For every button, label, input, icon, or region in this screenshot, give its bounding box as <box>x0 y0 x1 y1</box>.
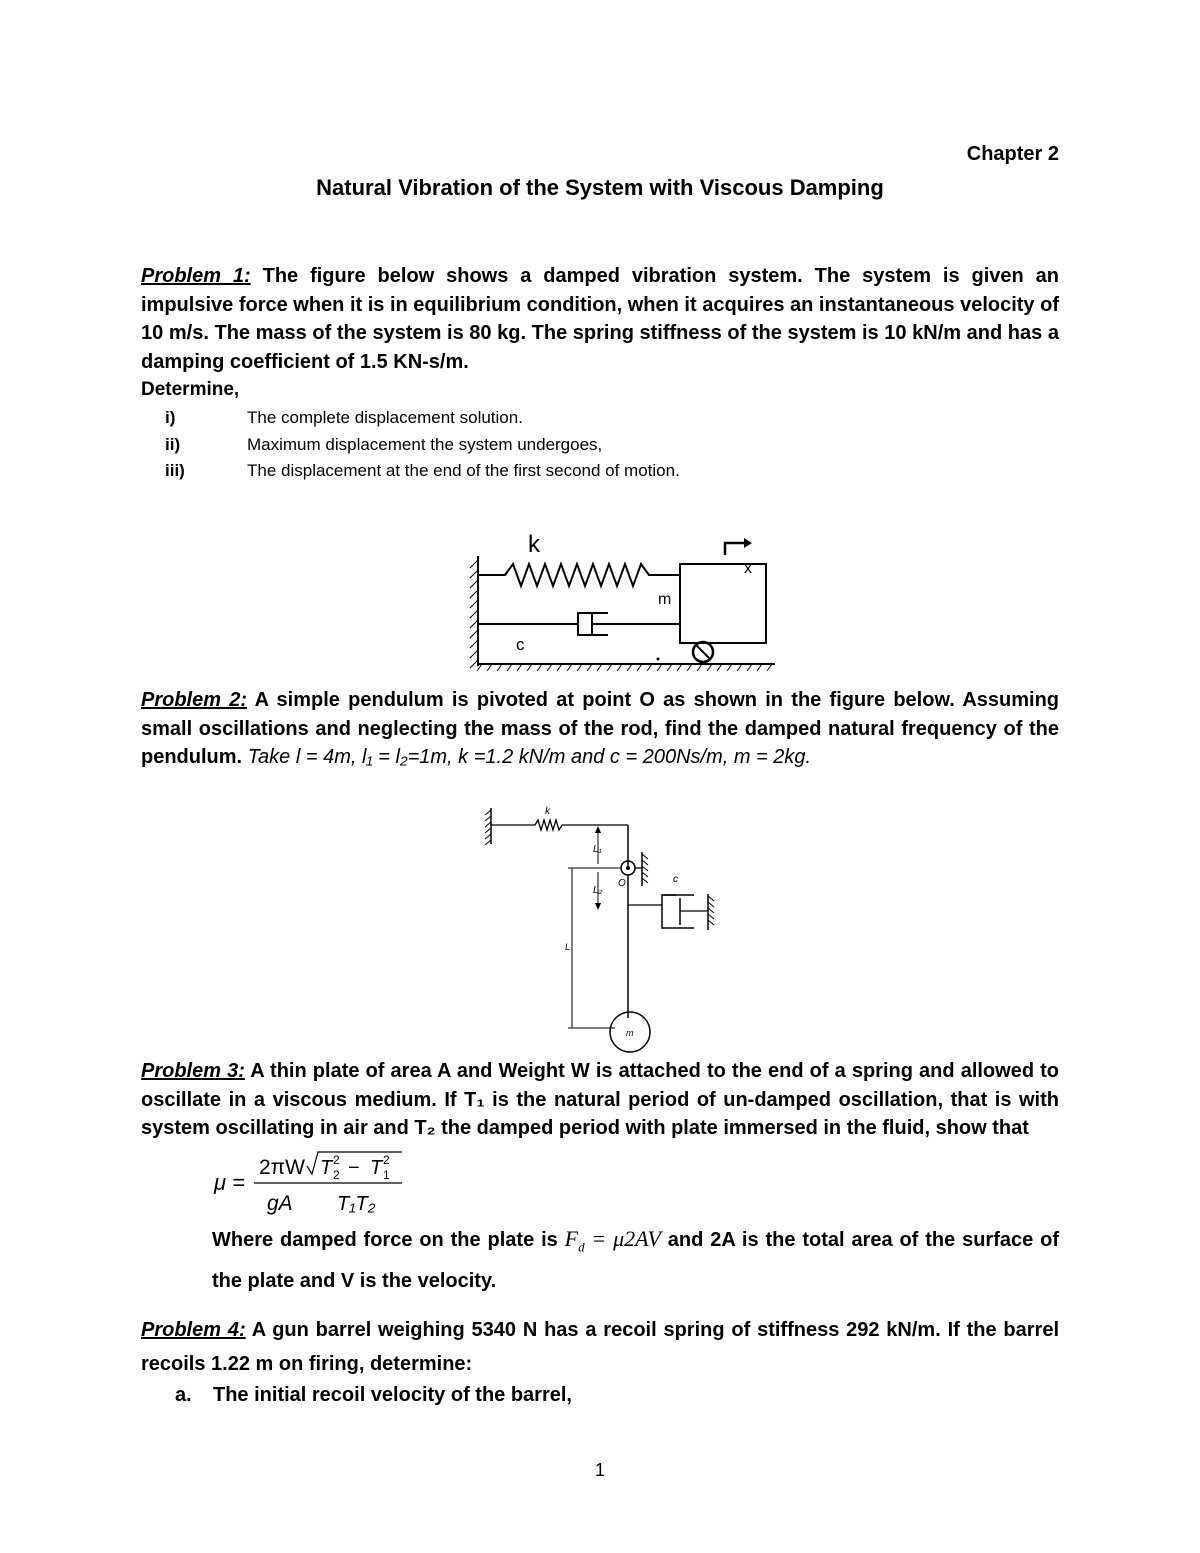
equation-numerator-1: 2πW <box>259 1156 305 1179</box>
damper-c <box>478 613 680 635</box>
label-m: m <box>626 1028 634 1038</box>
list-item <box>141 458 1059 485</box>
problem-2-text <box>141 686 1059 772</box>
problem-1-label: Problem 1: <box>141 265 251 287</box>
mass-block <box>680 564 766 643</box>
pendulum-figure <box>480 800 730 1058</box>
problem-1-list <box>141 405 1059 485</box>
label-c: c <box>516 635 525 654</box>
label-k: k <box>545 806 550 817</box>
spring-mass-damper-figure <box>460 528 790 674</box>
where-suffix: and 2A is the total area of the surface of the plate and V is the velocity. <box>212 1229 1059 1293</box>
list-item-number: ii) <box>165 434 181 454</box>
list-item <box>141 1381 1059 1409</box>
problem-3-body: A thin plate of area A and Weight W is attached to the end of a spring and allowed to oscillate in a viscous medium. If T₁ is the natural period of un-damped oscillation, that is with system oscillating in air and T₂ the damped period with plate immersed in the fluid, show that <box>141 1060 1060 1139</box>
equation-sup-a: 2 <box>333 1153 340 1167</box>
equation-t2: T <box>320 1157 333 1179</box>
label-x: x <box>744 560 752 577</box>
equation-lhs: μ = <box>214 1170 246 1195</box>
label-l1: L₁ <box>593 844 602 855</box>
list-item-number: a. <box>175 1384 192 1406</box>
problem-1-text <box>141 262 1059 376</box>
page-title: Natural Vibration of the System with Viscous Damping <box>316 175 884 200</box>
mu-equation <box>212 1148 412 1218</box>
equation-sup-b: 2 <box>383 1153 390 1167</box>
equation-sub1: 1 <box>383 1168 390 1182</box>
problem-4-label: Problem 4: <box>141 1319 246 1341</box>
list-item-number: i) <box>165 408 176 427</box>
where-prefix: Where damped force on the plate is <box>212 1229 565 1251</box>
list-item <box>141 405 1059 432</box>
label-o: O <box>618 878 626 889</box>
problem-4-text <box>141 1313 1059 1381</box>
chapter-heading: Chapter 2 <box>966 143 1059 165</box>
label-c: c <box>673 874 678 885</box>
list-item-text: The initial recoil velocity of the barrel, <box>213 1384 572 1406</box>
problem-4-list <box>141 1381 1059 1409</box>
spring-k <box>478 564 680 586</box>
problem-4-body: A gun barrel weighing 5340 N has a recoil spring of stiffness 292 kN/m. If the barrel recoils 1.22 m on firing, determine: <box>141 1319 1060 1375</box>
label-m: m <box>658 591 672 608</box>
list-item-number: iii) <box>165 461 185 480</box>
equation-denominator-2: T₁T₂ <box>337 1193 376 1215</box>
label-l2: L₂ <box>593 885 603 896</box>
equation-t1: T <box>370 1157 383 1179</box>
problem-1-determine: Determine, <box>141 379 240 400</box>
problem-2-label: Problem 2: <box>141 689 248 711</box>
force-rhs: = μ2AV <box>584 1226 661 1251</box>
label-k: k <box>528 531 540 558</box>
problem-2-given: Take l = 4m, l₁ = l₂=1m, k =1.2 kN/m and c = 200Ns/m, m = 2kg. <box>247 746 812 768</box>
force-subscript: d <box>578 1239 585 1255</box>
equation-minus: − <box>348 1157 360 1179</box>
list-item-text: The displacement at the end of the first second of motion. <box>247 461 680 480</box>
spring-k <box>491 820 628 830</box>
problem-3-where <box>212 1222 1059 1298</box>
problem-1-body: The figure below shows a damped vibration system. The system is given an impulsive force when it is in equilibrium condition, when it acquires an instantaneous velocity of 10 m/s. The mass of the system is 80 kg. The spring stiffness of the system is 10 kN/m and has a damping coefficient of 1.5 KN-s/m. <box>141 265 1059 373</box>
equation-sub2: 2 <box>333 1168 340 1182</box>
problem-3-text <box>141 1057 1059 1143</box>
label-l: L <box>565 942 571 952</box>
list-item-text: The complete displacement solution. <box>247 408 523 427</box>
problem-2-body: A simple pendulum is pivoted at point O as shown in the figure below. Assuming small oscillations and neglecting the mass of the rod, find the damped natural frequency of the pendulum. <box>141 689 1060 768</box>
page-number: 1 <box>594 1460 605 1480</box>
list-item-text: Maximum displacement the system undergoes, <box>247 434 603 454</box>
equation-denominator-1: gA <box>267 1192 293 1215</box>
force-symbol: F <box>564 1226 579 1251</box>
list-item <box>141 432 1059 459</box>
problem-3-label: Problem 3: <box>141 1060 245 1082</box>
force-equation <box>564 1226 661 1255</box>
